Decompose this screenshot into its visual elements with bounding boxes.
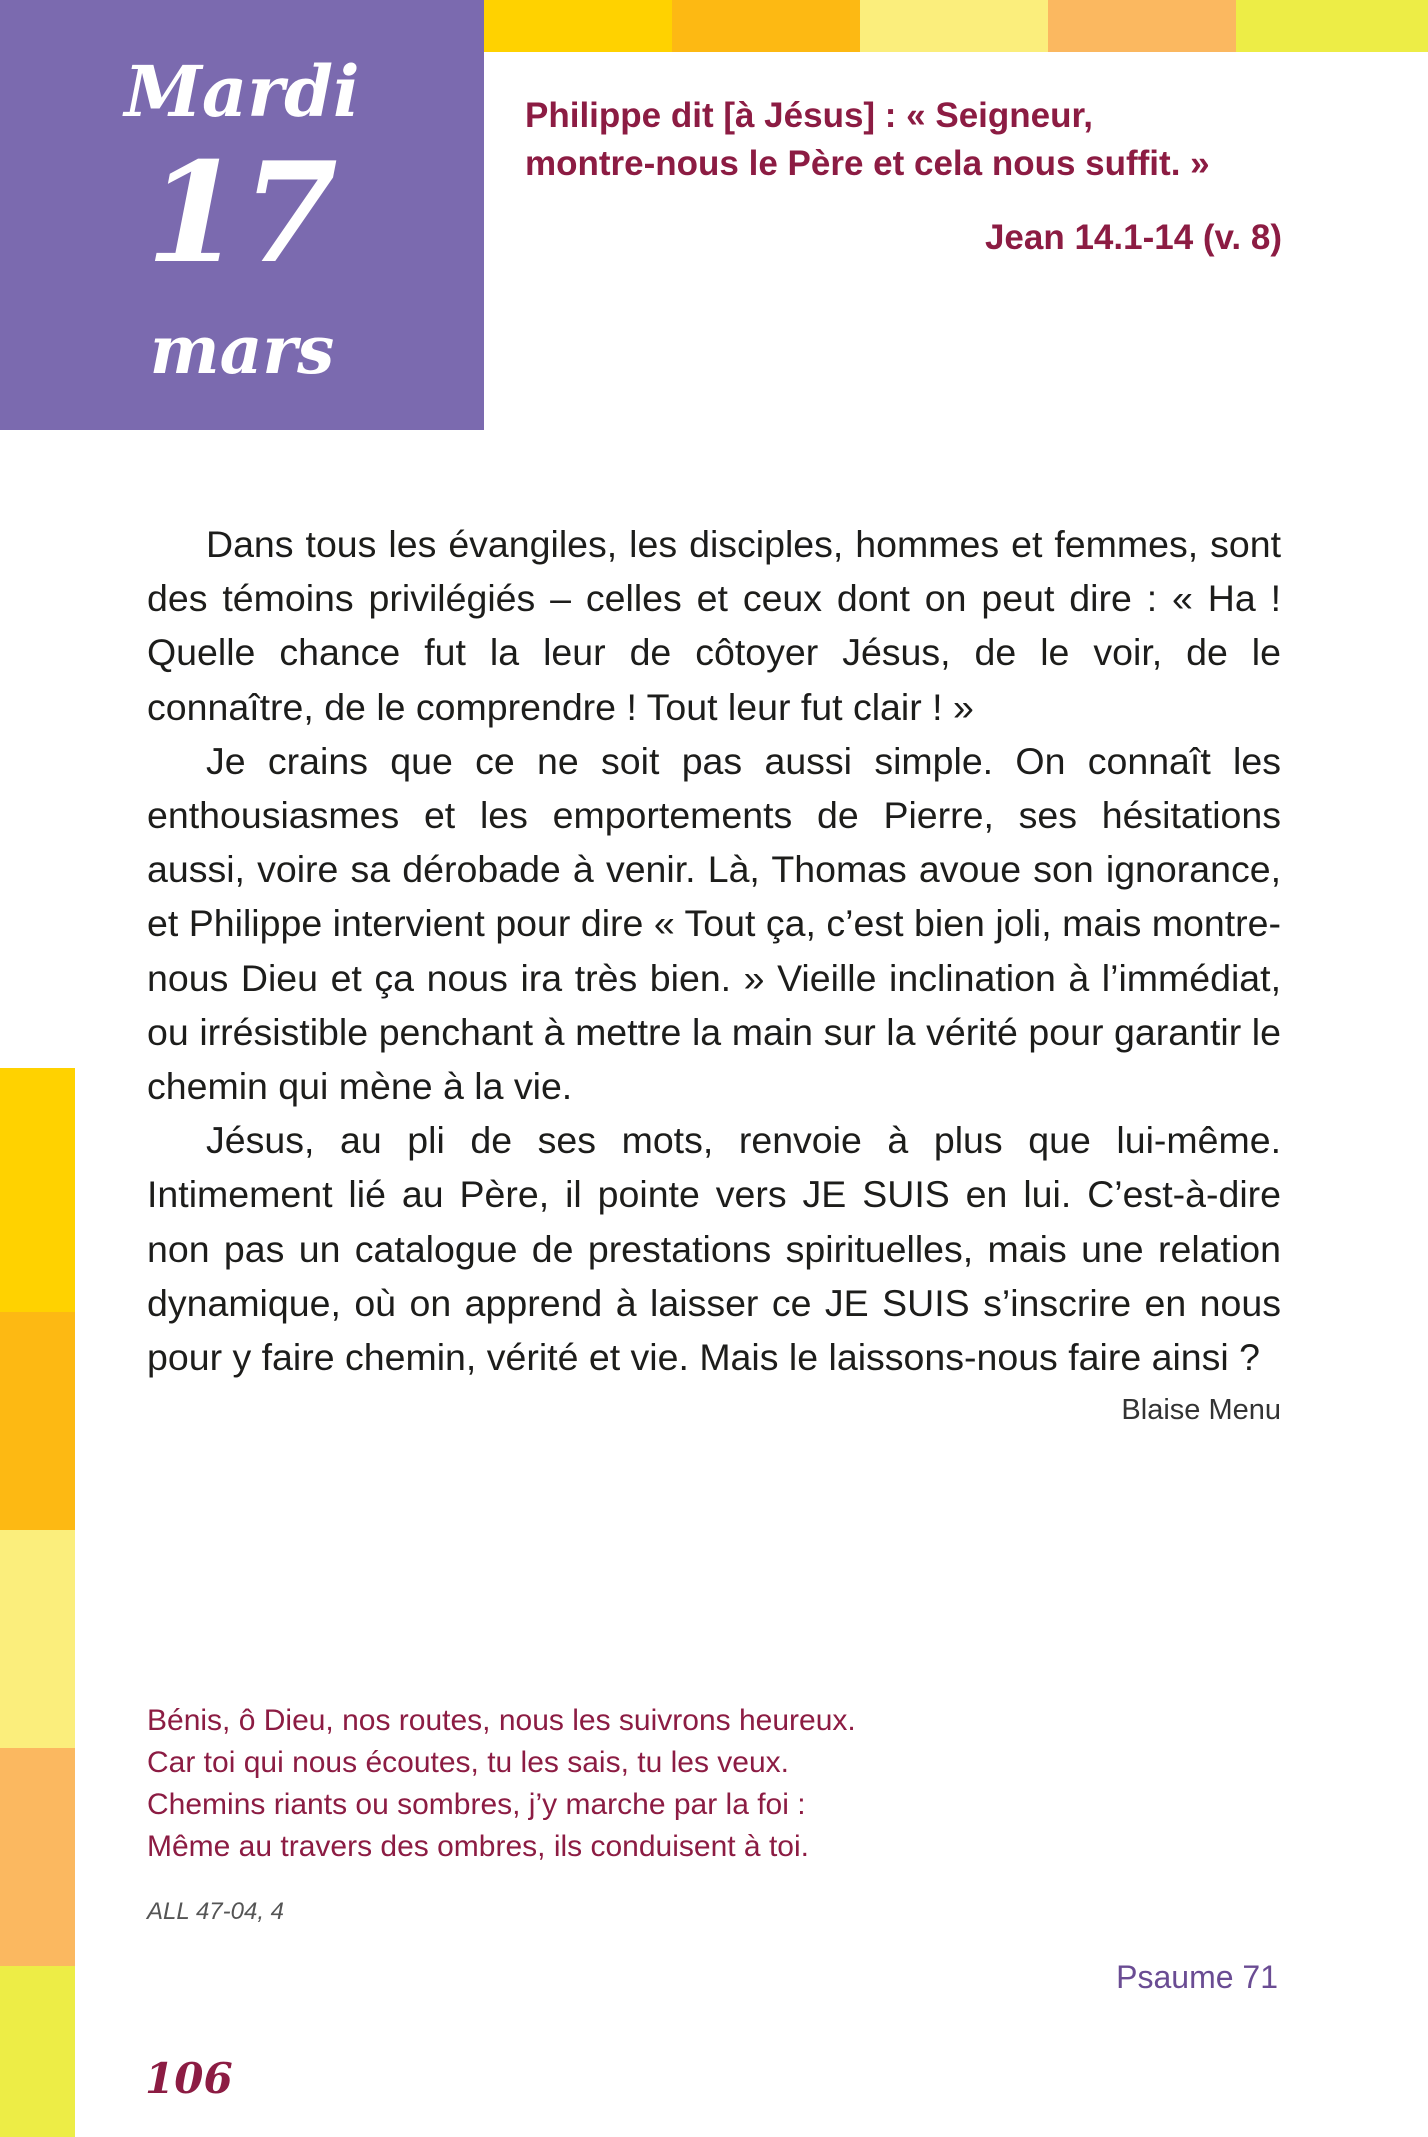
hymn-line: Car toi qui nous écoutes, tu les sais, tu les veux. [147, 1746, 789, 1779]
date-weekday: Mardi [124, 50, 360, 133]
page-number: 106 [145, 2054, 233, 2103]
date-block [0, 0, 484, 430]
hymn-line: Chemins riants ou sombres, j’y marche par la foi : [147, 1788, 806, 1821]
strip-segment [484, 0, 672, 52]
strip-segment [0, 1068, 75, 1312]
psalm-reference: Psaume 71 [1116, 1959, 1278, 1995]
hymn-line: Même au travers des ombres, ils conduisent à toi. [147, 1830, 809, 1863]
hymn-line: Bénis, ô Dieu, nos routes, nous les suivrons heureux. [147, 1704, 856, 1737]
verse-line: Philippe dit [à Jésus] : « Seigneur, [525, 96, 1093, 135]
hymn-stanza [147, 1700, 1147, 1868]
hymn-reference: ALL 47-04, 4 [147, 1898, 285, 1925]
meditation-paragraph: Dans tous les évangiles, les disciples, hommes et femmes, sont des témoins privilégiés – celles et ceux dont on peut dire : « Ha ! Quelle chance fut la leur de côtoyer Jésus, de le voir, de le connaître, de le comprendre ! Tout leur fut clair ! » [147, 523, 1281, 728]
strip-segment [860, 0, 1048, 52]
strip-segment [672, 0, 860, 52]
author-name: Blaise Menu [1121, 1394, 1281, 1426]
strip-segment [0, 1966, 75, 2137]
verse-reference: Jean 14.1-14 (v. 8) [984, 218, 1282, 257]
strip-segment [0, 1530, 75, 1748]
verse-line: montre-nous le Père et cela nous suffit. » [525, 144, 1210, 183]
meditation-paragraph: Je crains que ce ne soit pas aussi simple. On connaît les enthousiasmes et les emportements de Pierre, ses hésitations aussi, voire sa dérobade à venir. Là, Thomas avoue son ignorance, et Philippe intervient pour dire « Tout ça, c’est bien joli, mais montre-nous Dieu et ça nous ira très bien. » Vieille inclination à l’immédiat, ou irrésistible penchant à mettre la main sur la vérité pour garantir le chemin qui mène à la vie. [147, 739, 1281, 1108]
left-color-strip [0, 1068, 75, 2137]
strip-segment [1048, 0, 1236, 52]
strip-segment [1236, 0, 1428, 52]
strip-segment [0, 1312, 75, 1530]
date-month: mars [149, 311, 335, 389]
bible-verse [525, 92, 1285, 188]
meditation-paragraph: Jésus, au pli de ses mots, renvoie à plus que lui-même. Intimement lié au Père, il pointe vers JE SUIS en lui. C’est-à-dire non pas un catalogue de prestations spirituelles, mais une relation dynamique, où on apprend à laisser ce JE SUIS s’inscrire en nous pour y faire chemin, vérité et vie. Mais le laissons-nous faire ainsi ? [147, 1119, 1281, 1379]
date-day-number: 17 [145, 131, 339, 294]
meditation-text [147, 517, 1281, 1384]
strip-segment [0, 1748, 75, 1966]
top-color-strip [484, 0, 1428, 52]
